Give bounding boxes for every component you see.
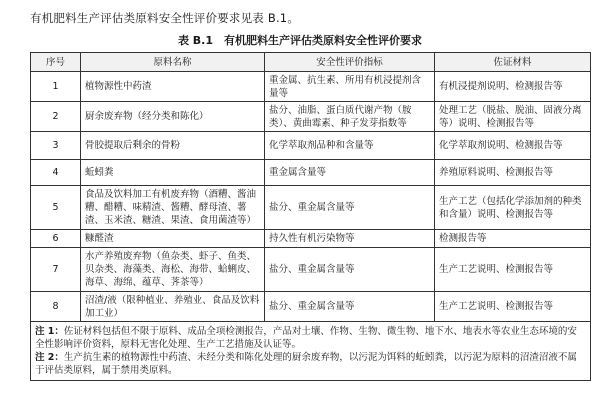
cell-no: 2: [31, 102, 81, 132]
cell-index: 盐分、重金属含量等: [265, 186, 435, 230]
cell-evidence: 处理工艺（脱盐、脱油、固液分离等）说明、检测报告等: [435, 102, 591, 132]
cell-evidence: 检测报告等: [435, 230, 591, 248]
header-evidence: 佐证材料: [435, 53, 591, 72]
cell-index: 盐分、重金属含量等: [265, 248, 435, 292]
cell-name: 植物源性中药渣: [81, 72, 265, 102]
table-notes-row: [31, 322, 591, 381]
table-row: [31, 102, 591, 132]
cell-no: 6: [31, 230, 81, 248]
cell-evidence: 生产工艺（包括化学添加剂的种类和含量）说明、检测报告等: [435, 186, 591, 230]
cell-name: 食品及饮料加工有机废弃物（酒糟、酱油糟、醋糟、味精渣、酱糟、酵母渣、薯渣、玉米渣、糖渣、果渣、食用菌渣等）: [81, 186, 265, 230]
cell-no: 8: [31, 292, 81, 322]
cell-name: 水产养殖废弃物（鱼杂类、虾子、鱼类、贝杂类、海藻类、海松、海带、蛤蜊皮、海草、海绵、蕴草、荠茶等）: [81, 248, 265, 292]
table-row: [31, 248, 591, 292]
cell-index: 盐分、重金属含量等: [265, 292, 435, 322]
cell-name: 厨余废弃物（经分类和陈化）: [81, 102, 265, 132]
table-caption: 表 B.1 有机肥料生产评估类原料安全性评价要求: [177, 34, 423, 47]
table-row: [31, 132, 591, 160]
evaluation-table: [30, 52, 591, 381]
cell-no: 7: [31, 248, 81, 292]
table-row: [31, 72, 591, 102]
note-1-label: 注 1：: [35, 326, 64, 337]
cell-index: 化学萃取剂品种和含量等: [265, 132, 435, 160]
cell-no: 1: [31, 72, 81, 102]
table-row: [31, 292, 591, 322]
note-2: [35, 351, 586, 377]
intro-text: 有机肥料生产评估类原料安全性评价要求见表 B.1。: [30, 11, 300, 25]
note-2-text: 生产抗生素的植物源性中药渣、未经分类和陈化处理的厨余废弃物，以污泥为饵料的蚯蚓粪，以污泥为原料的沼渣沼液不属于评估类原料，属于禁用类原料。: [35, 352, 577, 376]
cell-index: 重金属含量等: [265, 160, 435, 186]
header-index: 安全性评价指标: [265, 53, 435, 72]
cell-index: 持久性有机污染物等: [265, 230, 435, 248]
note-1-text: 佐证材料包括但不限于原料、成品全项检测报告，产品对土壤、作物、生物、微生物、地下水、地表水等农业生态环境的安全性影响评价资料，原料无害化处理、生产工艺措施及认证等。: [35, 326, 577, 350]
table-row: [31, 230, 591, 248]
cell-evidence: 养殖原料说明、检测报告等: [435, 160, 591, 186]
cell-index: 盐分、油脂、蛋白质代谢产物（胺类）、黄曲霉素、种子发芽指数等: [265, 102, 435, 132]
cell-name: 骨胶提取后剩余的骨粉: [81, 132, 265, 160]
cell-name: 沼渣/液（限种植业、养殖业、食品及饮料加工业）: [81, 292, 265, 322]
cell-no: 4: [31, 160, 81, 186]
cell-name: 糠醛渣: [81, 230, 265, 248]
table-notes: [31, 322, 591, 381]
cell-evidence: 化学萃取剂说明、检测报告等: [435, 132, 591, 160]
cell-evidence: 有机浸提剂说明、检测报告等: [435, 72, 591, 102]
table-header-row: [31, 53, 591, 72]
table-row: [31, 186, 591, 230]
note-2-label: 注 2：: [35, 352, 64, 363]
cell-no: 3: [31, 132, 81, 160]
header-name: 原料名称: [81, 53, 265, 72]
cell-evidence: 生产工艺说明、检测报告等: [435, 292, 591, 322]
header-no: 序号: [31, 53, 81, 72]
note-1: [35, 325, 586, 351]
cell-name: 蚯蚓粪: [81, 160, 265, 186]
cell-no: 5: [31, 186, 81, 230]
cell-evidence: 生产工艺说明、检测报告等: [435, 248, 591, 292]
cell-index: 重金属、抗生素、所用有机浸提剂含量等: [265, 72, 435, 102]
table-row: [31, 160, 591, 186]
